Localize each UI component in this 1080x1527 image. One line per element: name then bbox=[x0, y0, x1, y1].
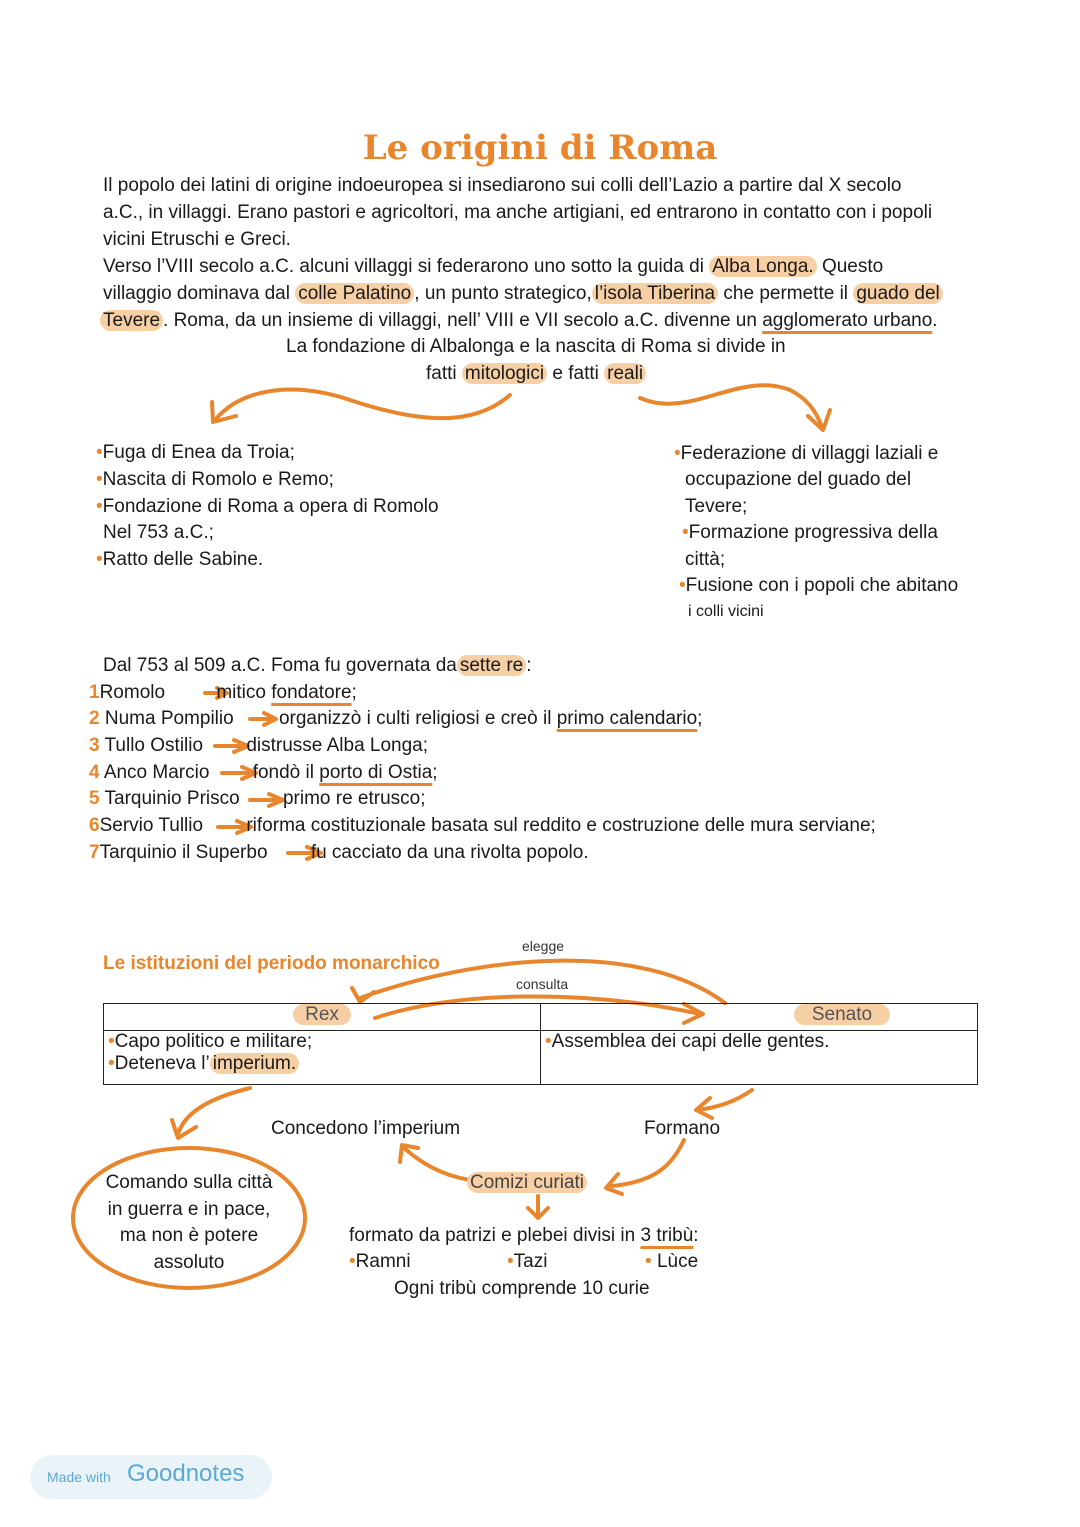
senato-cell: •Assemblea dei capi delle gentes. bbox=[541, 1031, 978, 1085]
intro-line: Tevere . Roma, da un insieme di villaggi, nell’ VIII e VII secolo a.C. divenne un agglomerato urbano. bbox=[100, 308, 938, 335]
label-formano: Formano bbox=[644, 1118, 721, 1139]
king-item: 1Romolo mitico fondatore; bbox=[89, 682, 357, 703]
king-item: 7Tarquinio il Superbo fu cacciato da una rivolta popolo. bbox=[89, 842, 589, 863]
highlight-guado: guado del bbox=[853, 283, 942, 304]
comando-circle: Comando sulla città in guerra e in pace, ma non è potere assoluto bbox=[105, 1172, 273, 1274]
intro-line: a.C., in villaggi. Erano pastori e agricoltori, ma anche artigiani, ed entrarono in contatto con i popoli bbox=[103, 202, 933, 223]
intro-line: Il popolo dei latini di origine indoeuropea si insediarono sui colli dell’Lazio a partire dal X secolo bbox=[103, 175, 902, 196]
institutions-table bbox=[103, 1003, 978, 1085]
rex-header: Rex bbox=[104, 1004, 541, 1031]
highlight-mitologici: mitologici bbox=[462, 363, 547, 384]
real-item: •Fusione con i popoli che abitano bbox=[679, 575, 959, 596]
kings-intro: Dal 753 al 509 a.C. Foma fu governata da sette re : bbox=[103, 655, 532, 676]
myth-item: •Nascita di Romolo e Remo; bbox=[96, 469, 334, 490]
comizi-curiati: Comizi curiati bbox=[467, 1170, 587, 1197]
goodnotes-logo: Goodnotes bbox=[127, 1460, 245, 1487]
rex-cell: •Capo politico e militare; •Deteneva l’ imperium. bbox=[104, 1031, 541, 1085]
real-item: Tevere; bbox=[685, 496, 748, 517]
real-item: città; bbox=[685, 549, 726, 570]
highlight-alba-longa: Alba Longa. bbox=[709, 256, 816, 277]
label-concedono: Concedono l’imperium bbox=[271, 1118, 461, 1139]
intro-line: vicini Etruschi e Greci. bbox=[103, 229, 291, 250]
tribu-ramni: •Ramni bbox=[349, 1251, 411, 1272]
intro-line: fatti mitologici e fatti reali bbox=[426, 361, 646, 388]
label-consulta: consulta bbox=[516, 976, 569, 992]
formato-line: formato da patrizi e plebei divisi in 3 tribù: bbox=[349, 1225, 699, 1246]
myth-item: Nel 753 a.C.; bbox=[103, 522, 214, 543]
myth-item: •Ratto delle Sabine. bbox=[96, 549, 264, 570]
highlight-reali: reali bbox=[604, 363, 646, 384]
intro-line: villaggio dominava dal colle Palatino , un punto strategico, l’isola Tiberina che permette il guado del bbox=[103, 281, 943, 308]
intro-line: La fondazione di Albalonga e la nascita di Roma si divide in bbox=[286, 336, 786, 357]
label-elegge: elegge bbox=[522, 938, 565, 954]
underline-agglomerato: agglomerato urbano bbox=[762, 310, 933, 331]
highlight-isola-tiberina: l’isola Tiberina bbox=[592, 283, 718, 304]
myth-item: •Fondazione di Roma a opera di Romolo bbox=[96, 496, 439, 517]
made-with-label: Made with bbox=[47, 1469, 111, 1485]
tribu-tazi: •Tazi bbox=[507, 1251, 548, 1272]
tribu-luce: • Lùce bbox=[645, 1251, 699, 1272]
highlight-sette-re: sette re bbox=[457, 655, 526, 676]
king-item: 4 Anco Marcio fondò il porto di Ostia; bbox=[89, 762, 438, 783]
king-item: 6Servio Tullio riforma costituzionale basata sul reddito e costruzione delle mura serviane; bbox=[89, 815, 876, 836]
highlight-colle-palatino: colle Palatino bbox=[295, 283, 414, 304]
king-item: 2 Numa Pompilio organizzò i culti religiosi e creò il primo calendario; bbox=[89, 708, 703, 729]
senato-header: Senato bbox=[541, 1004, 978, 1031]
intro-line: Verso l’VIII secolo a.C. alcuni villaggi si federarono uno sotto la guida di Alba Longa. Questo bbox=[103, 256, 884, 277]
curie-line: Ogni tribù comprende 10 curie bbox=[394, 1278, 650, 1299]
real-item: •Formazione progressiva della bbox=[682, 522, 938, 543]
highlight-tevere: Tevere bbox=[100, 310, 163, 331]
real-item: occupazione del guado del bbox=[685, 469, 912, 490]
real-item: i colli vicini bbox=[688, 603, 764, 620]
king-item: 3 Tullo Ostilio distrusse Alba Longa; bbox=[89, 735, 429, 756]
myth-item: •Fuga di Enea da Troia; bbox=[96, 442, 295, 463]
king-item: 5 Tarquinio Prisco primo re etrusco; bbox=[89, 788, 426, 809]
real-item: •Federazione di villaggi laziali e bbox=[674, 443, 939, 464]
page-title: Le origini di Roma bbox=[362, 128, 718, 168]
institutions-heading: Le istituzioni del periodo monarchico bbox=[103, 953, 440, 974]
